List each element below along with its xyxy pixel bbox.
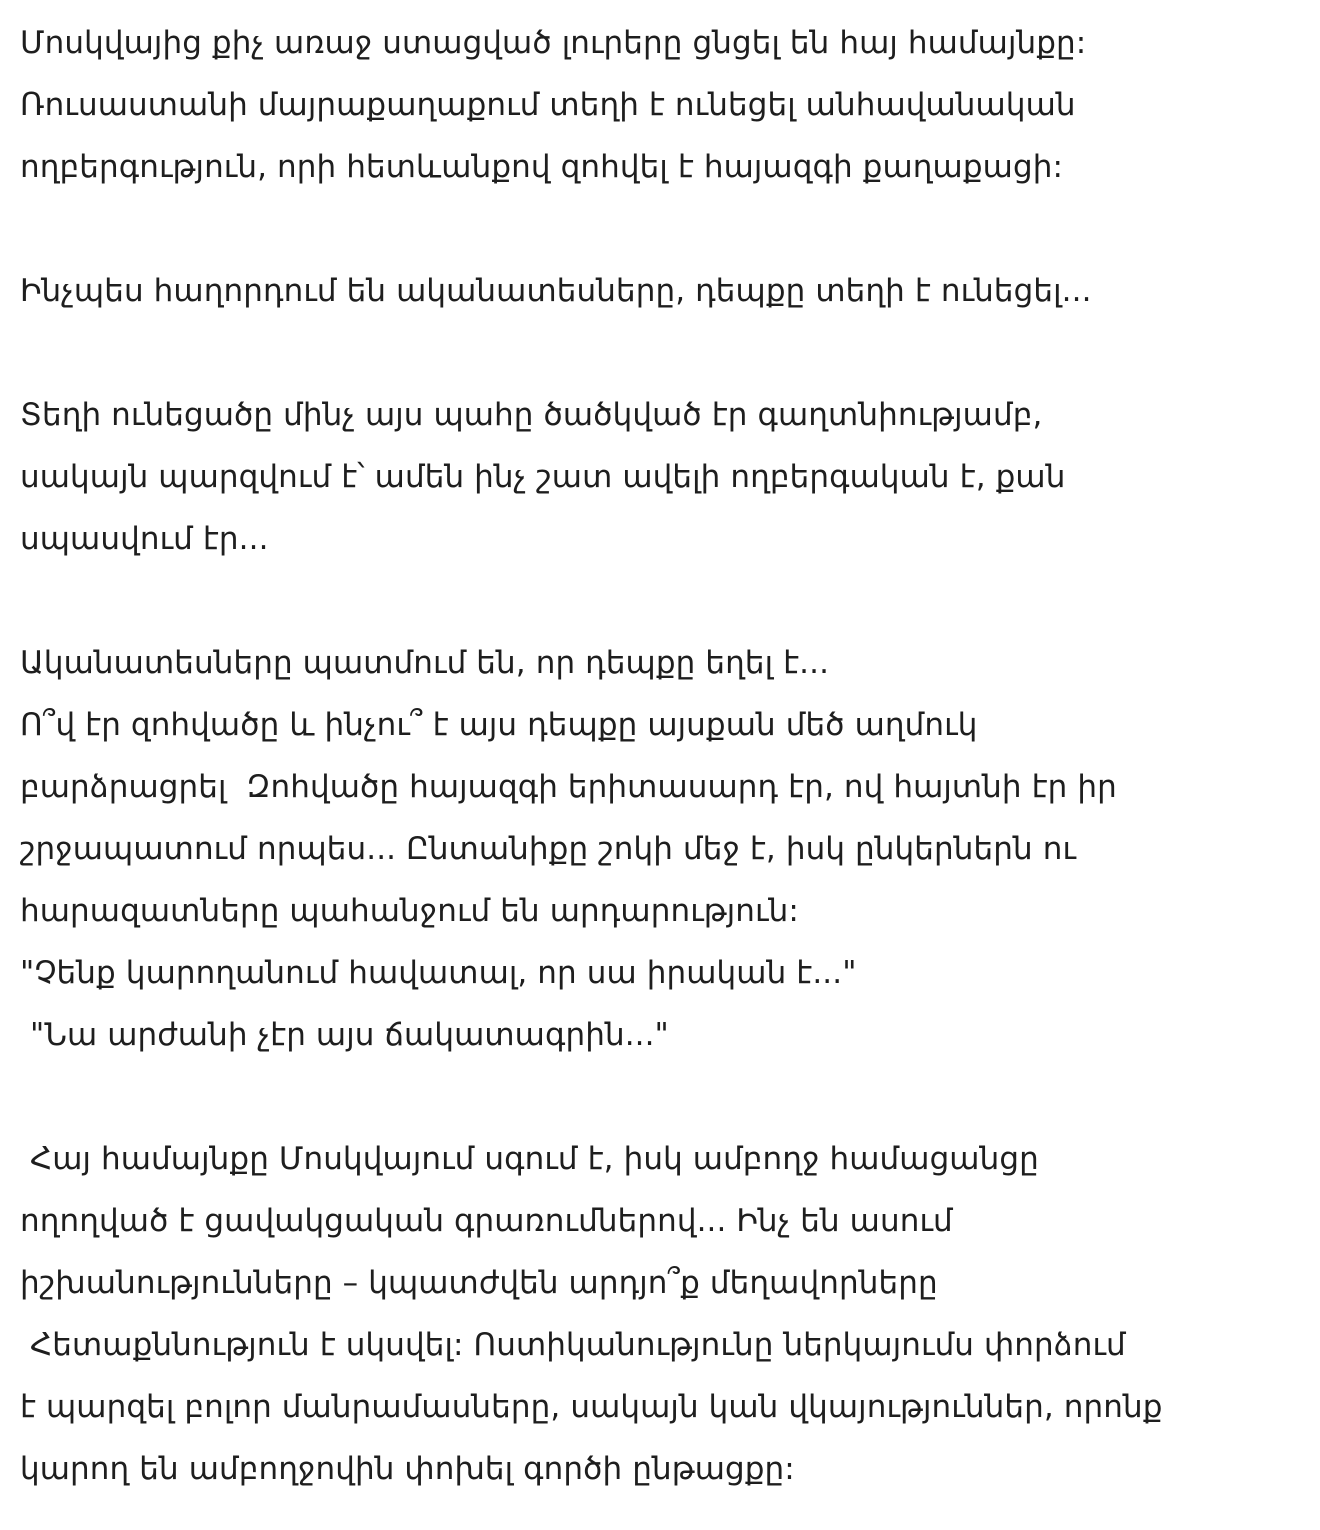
text-line: Հետաքննություն է սկսվել: Ոստիկանությունը ներկայումս փորձում <box>20 1327 1126 1363</box>
paragraph-intro <box>20 12 1310 198</box>
paragraph-victim <box>20 632 1310 1066</box>
paragraph-gap <box>20 198 1310 260</box>
text-line: բարձրացրել Զոհվածը հայազգի երիտասարդ էր, ով հայտնի էր իր <box>20 769 1117 805</box>
article-body <box>20 12 1310 1500</box>
text-line: հարազատները պահանջում են արդարություն: <box>20 893 799 929</box>
quote-line: "Նա արժանի չէր այս ճակատագրին..." <box>20 1017 669 1053</box>
text-line: սակայն պարզվում է՝ ամեն ինչ շատ ավելի ողբերգական է, քան <box>20 459 1066 495</box>
text-line: շրջապատում որպես... Ընտանիքը շոկի մեջ է, իսկ ընկերներն ու <box>20 831 1077 867</box>
text-line: Տեղի ունեցածը մինչ այս պահը ծածկված էր գաղտնիությամբ, <box>20 397 1043 433</box>
paragraph-secrecy <box>20 384 1310 570</box>
quote-line: "Չենք կարողանում հավատալ, որ սա իրական է..." <box>20 955 857 991</box>
text-line: իշխանությունները – կպատժվեն արդյո՞ք մեղավորները <box>20 1265 938 1301</box>
text-line: Ռուսաստանի մայրաքաղաքում տեղի է ունեցել անհավանական <box>20 87 1076 123</box>
text-line: սպասվում էր... <box>20 521 269 557</box>
text-line: Հայ համայնքը Մոսկվայում սգում է, իսկ ամբողջ համացանցը <box>20 1141 1039 1177</box>
paragraph-gap <box>20 1066 1310 1128</box>
paragraph-gap <box>20 322 1310 384</box>
paragraph-community <box>20 1128 1310 1500</box>
paragraph-gap <box>20 570 1310 632</box>
text-line: Ականատեսները պատմում են, որ դեպքը եղել է... <box>20 645 830 681</box>
paragraph-witnesses <box>20 260 1310 322</box>
text-line: կարող են ամբողջովին փոխել գործի ընթացքը: <box>20 1451 795 1487</box>
text-line: ողողված է ցավակցական գրառումներով... Ինչ են ասում <box>20 1203 953 1239</box>
text-line: Ինչպես հաղորդում են ականատեսները, դեպքը տեղի է ունեցել... <box>20 273 1092 309</box>
text-line: ողբերգություն, որի հետևանքով զոհվել է հայազգի քաղաքացի: <box>20 149 1063 185</box>
text-line: Մոսկվայից քիչ առաջ ստացված լուրերը ցնցել են հայ համայնքը: <box>20 25 1087 61</box>
text-line: Ո՞վ էր զոհվածը և ինչու՞ է այս դեպքը այսքան մեծ աղմուկ <box>20 707 978 743</box>
text-line: է պարզել բոլոր մանրամասները, սակայն կան վկայություններ, որոնք <box>20 1389 1163 1425</box>
